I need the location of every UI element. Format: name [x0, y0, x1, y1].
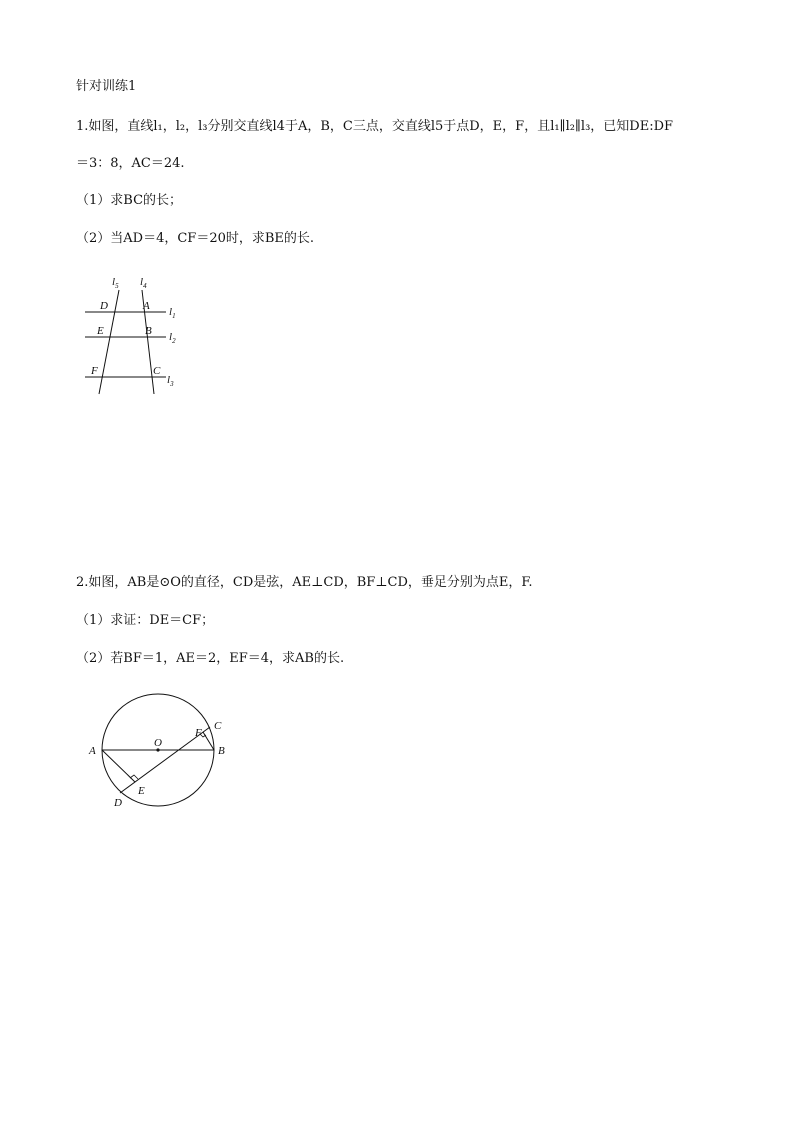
label-l4: $l_4$: [140, 276, 147, 290]
q1-part1: （1）求BC的长；: [76, 193, 183, 208]
point-B-label: B: [218, 745, 225, 757]
point-D-label: D: [114, 797, 122, 809]
point-A-label: A: [89, 745, 96, 757]
segment-AE: [102, 750, 135, 782]
point-E-label: E: [138, 785, 145, 797]
q1-part2: （2）当AD＝4，CF＝20时，求BE的长.: [76, 231, 315, 246]
section-title: 针对训练1: [76, 79, 137, 94]
label-l3: $l_3$: [167, 374, 174, 388]
q2-circle-figure: [82, 688, 232, 813]
q2-part2: （2）若BF＝1，AE＝2，EF＝4，求AB的长.: [76, 651, 345, 666]
point-C-label: C: [153, 365, 161, 377]
point-F-label: F: [91, 365, 98, 377]
point-E-label: E: [97, 325, 104, 337]
label-l1: $l_1$: [169, 306, 176, 320]
point-B-label: B: [145, 325, 152, 337]
point-F-label: F: [195, 727, 202, 739]
q1-statement-line2: ＝3：8，AC＝24.: [76, 156, 185, 171]
q2-statement: 2.如图，AB是⊙O的直径，CD是弦，AE⊥CD，BF⊥CD，垂足分别为点E，F.: [76, 575, 533, 590]
point-D-label: D: [100, 300, 108, 312]
label-l5: $l_5$: [112, 276, 119, 290]
q2-part1: （1）求证：DE＝CF；: [76, 613, 215, 628]
point-O-label: O: [154, 737, 162, 749]
label-l2: $l_2$: [169, 331, 176, 345]
q1-parallel-lines-figure: [80, 272, 190, 400]
q1-statement-line1: 1.如图，直线l₁，l₂，l₃分别交直线l4于A，B，C三点，交直线l5于点D，E，F，且l₁∥l₂∥l₃，已知DE:DF: [76, 119, 674, 134]
point-C-label: C: [214, 720, 222, 732]
point-A-label: A: [143, 300, 150, 312]
